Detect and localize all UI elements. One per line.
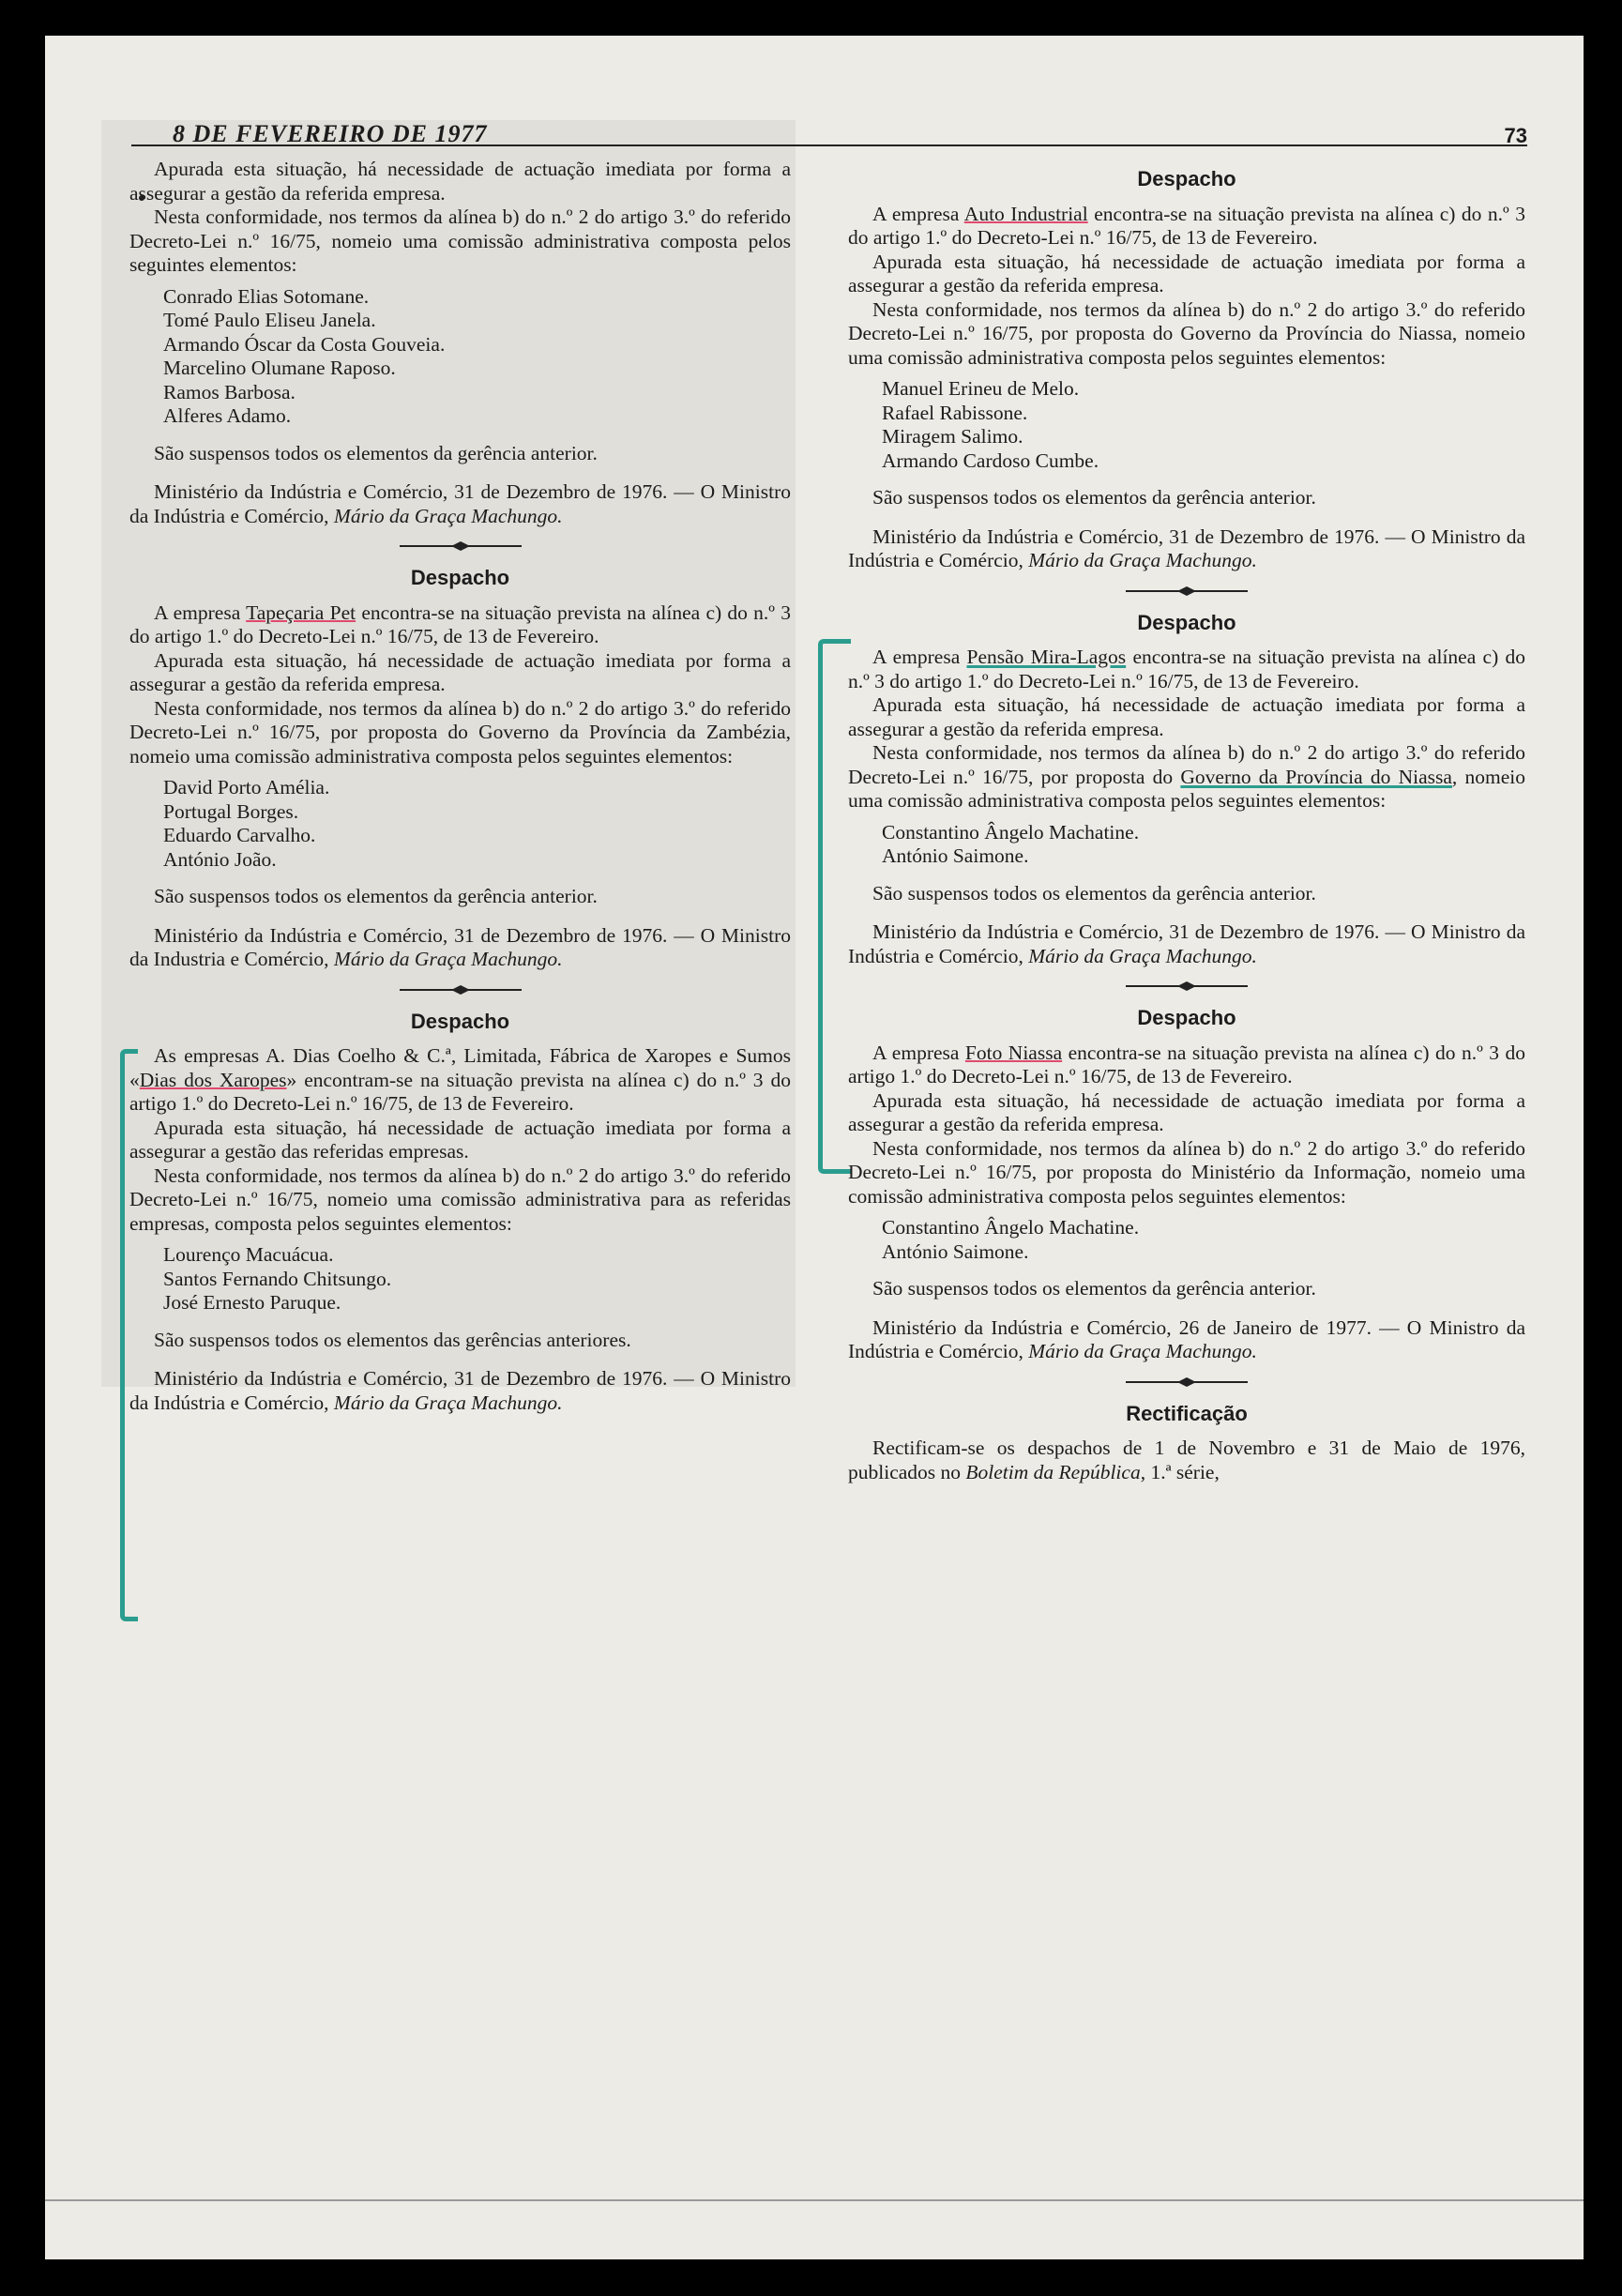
right-block-3 (848, 1006, 1525, 1364)
signature: Mário da Graça Machungo. (1028, 549, 1257, 571)
ministry-text: Ministério da Indústria e Comércio, 26 de Janeiro de 1977. — O Ministro da Indústria e Comércio, (848, 1315, 1525, 1362)
text: » encontram-se na situação prevista na alínea c) do n.º 3 do artigo 1.º do Decreto-Lei n.º 16/75, de 13 de Fevereiro. (129, 1068, 791, 1115)
divider-ornament (1126, 1377, 1248, 1387)
section-title: Despacho (1137, 610, 1236, 634)
member: António Saimone. (882, 844, 1029, 867)
member: Conrado Elias Sotomane. (163, 284, 370, 308)
member-list (163, 285, 791, 429)
divider-ornament (1126, 586, 1248, 596)
member: Santos Fernando Chitsungo. (163, 1267, 392, 1290)
text: , nomeio uma comissão administrativa composta pelos seguintes elementos: (848, 765, 1525, 812)
company-name: Auto Industrial (963, 202, 1088, 225)
paragraph (848, 741, 1525, 813)
text: Nesta conformidade, nos termos da alínea b) do n.º 2 do artigo 3.º do referido Decreto-Lei n.º 16/75, por proposta do (848, 741, 1525, 788)
paragraph (848, 1042, 1525, 1089)
divider-ornament (1126, 981, 1248, 991)
closing-line: São suspensos todos os elementos da gerência anterior. (872, 1277, 1316, 1300)
left-block-1 (129, 158, 791, 528)
member: Eduardo Carvalho. (163, 824, 316, 846)
member: Ramos Barbosa. (163, 380, 296, 403)
member: Portugal Borges. (163, 799, 299, 823)
member-list (882, 1216, 1525, 1264)
text: As empresas A. Dias Coelho & C.ª, Limitada, Fábrica de Xaropes e Sumos « (129, 1044, 791, 1091)
ministry-text: Ministério da Indústria e Comércio, 31 de Dezembro de 1976. — O Ministro da Indústria e Comércio, (129, 1367, 791, 1414)
paragraph: Nesta conformidade, nos termos da alínea b) do n.º 2 do artigo 3.º do referido Decreto-Lei n.º 16/75, por proposta do Governo da Província do Niassa, nomeio uma comissão administrativa composta pelos seguintes elementos: (848, 297, 1525, 369)
text: encontra-se na situação prevista na alínea c) do n.º 3 do artigo 1.º do Decreto-Lei n.º 16/75, de 13 de Fevereiro. (848, 646, 1525, 692)
paragraph (848, 646, 1525, 693)
section-title: Despacho (1137, 167, 1236, 190)
left-block-2 (129, 566, 791, 972)
paragraph (848, 203, 1525, 251)
section-divider (129, 985, 791, 995)
closing-line: São suspensos todos os elementos da gerência anterior. (872, 881, 1316, 905)
signature: Mário da Graça Machungo. (1028, 1340, 1257, 1362)
section-divider (129, 541, 791, 551)
paragraph: Apurada esta situação, há necessidade de actuação imediata por forma a assegurar a gestão das referidas empresas. (129, 1116, 791, 1163)
paragraph: Nesta conformidade, nos termos da alínea b) do n.º 2 do artigo 3.º do referido Decreto-Lei n.º 16/75, nomeio uma comissão administrativa composta pelos seguintes elementos: (129, 205, 791, 276)
left-block-3 (129, 1010, 791, 1416)
ministry-line (848, 1316, 1525, 1364)
annotation-bracket (818, 639, 851, 1174)
member: Manuel Erineu de Melo. (882, 377, 1080, 400)
member: Alferes Adamo. (163, 404, 292, 427)
paragraph (129, 601, 791, 649)
annotation-bracket (120, 1049, 138, 1621)
right-block-1 (848, 167, 1525, 573)
ministry-text: Ministério da Indústria e Comércio, 31 de Dezembro de 1976. — O Ministro da Indústria e Comércio, (848, 920, 1525, 967)
member: Lourenço Macuácua. (163, 1243, 334, 1266)
text: Rectificam-se os despachos de 1 de Novembro e 31 de Maio de 1976, publicados no (848, 1437, 1525, 1483)
closing-line: São suspensos todos os elementos da gerência anterior. (872, 486, 1316, 509)
signature: Mário da Graça Machungo. (333, 1391, 563, 1414)
closing-line: São suspensos todos os elementos da gerência anterior. (154, 441, 598, 464)
divider-ornament (400, 985, 522, 995)
section-title: Despacho (1137, 1006, 1236, 1029)
signature: Mário da Graça Machungo. (1028, 944, 1257, 967)
member-list (163, 776, 791, 872)
signature: Mário da Graça Machungo. (333, 504, 563, 527)
ministry-text: Ministério da Indústria e Comércio, 31 de Dezembro de 1976. — O Ministro da Indústria e Comércio, (129, 480, 791, 527)
left-column (129, 158, 791, 1415)
company-name: Dias dos Xaropes (139, 1068, 287, 1091)
header-date: 8 DE FEVEREIRO DE 1977 (173, 120, 488, 147)
company-name: Pensão Mira-Lagos (966, 646, 1127, 668)
section-title: Despacho (410, 1009, 510, 1033)
government-name: Governo da Província do Niassa (1180, 765, 1452, 788)
member: Tomé Paulo Eliseu Janela. (163, 309, 376, 331)
paragraph: Apurada esta situação, há necessidade de actuação imediata por forma a assegurar a gestão da referida empresa. (129, 158, 791, 205)
text: encontra-se na situação prevista na alínea c) do n.º 3 do artigo 1.º do Decreto-Lei n.º 16/75, de 13 de Fevereiro. (129, 601, 791, 647)
text: , 1.ª série, (1140, 1460, 1220, 1483)
ministry-text: Ministério da Indústria e Comércio, 31 de Dezembro de 1976. — O Ministro da Indústria e Comércio, (848, 525, 1525, 571)
ministry-line (848, 525, 1525, 573)
text: encontra-se na situação prevista na alínea c) do n.º 3 do artigo 1.º do Decreto-Lei n.º 16/75, de 13 de Fevereiro. (848, 1041, 1525, 1087)
paragraph (848, 1437, 1525, 1484)
closing-line: São suspensos todos os elementos da gerência anterior. (154, 885, 598, 907)
text: encontra-se na situação prevista na alínea c) do n.º 3 do artigo 1.º do Decreto-Lei n.º 16/75, de 13 de Fevereiro. (848, 202, 1525, 249)
text: A empresa (872, 202, 964, 225)
paragraph: Nesta conformidade, nos termos da alínea b) do n.º 2 do artigo 3.º do referido Decreto-Lei n.º 16/75, nomeio uma comissão administrativa para as referidas empresas, composta pelos seguintes elementos: (129, 1163, 791, 1235)
company-name: Tapeçaria Pet (246, 601, 356, 624)
paragraph: Apurada esta situação, há necessidade de actuação imediata por forma a assegurar a gestão da referida empresa. (848, 250, 1525, 297)
paragraph: Apurada esta situação, há necessidade de actuação imediata por forma a assegurar a gestão da referida empresa. (848, 693, 1525, 740)
section-title: Despacho (410, 566, 510, 589)
ministry-line (848, 920, 1525, 968)
ministry-line (129, 924, 791, 972)
member: Miragem Salimo. (882, 425, 1023, 448)
paragraph: Apurada esta situação, há necessidade de actuação imediata por forma a assegurar a gestão da referida empresa. (129, 648, 791, 695)
page-header (131, 98, 1527, 146)
divider-ornament (400, 541, 522, 551)
scan-edge-line (45, 2199, 1584, 2201)
ministry-line (129, 480, 791, 528)
right-block-2 (848, 611, 1525, 969)
document-page (45, 36, 1584, 2259)
paragraph: Apurada esta situação, há necessidade de actuação imediata por forma a assegurar a gestão da referida empresa. (848, 1088, 1525, 1135)
ministry-line (129, 1367, 791, 1415)
signature: Mário da Graça Machungo. (333, 948, 563, 970)
member-list (882, 821, 1525, 869)
member-list (163, 1243, 791, 1315)
right-column (848, 158, 1525, 1484)
member: Marcelino Olumane Raposo. (163, 357, 396, 379)
journal-name: Boletim da República (965, 1460, 1141, 1483)
closing-line: São suspensos todos os elementos das gerências anteriores. (154, 1328, 631, 1351)
section-divider (848, 1377, 1525, 1387)
paragraph: Nesta conformidade, nos termos da alínea b) do n.º 2 do artigo 3.º do referido Decreto-Lei n.º 16/75, por proposta do Governo da Província da Zambézia, nomeio uma comissão administrativa composta pelos seguintes elementos: (129, 696, 791, 768)
right-block-4 (848, 1402, 1525, 1485)
member: António João. (163, 847, 277, 871)
member: Constantino Ângelo Machatine. (882, 1216, 1140, 1239)
company-name: Foto Niassa (964, 1041, 1063, 1064)
member: José Ernesto Paruque. (163, 1291, 341, 1314)
section-divider (848, 586, 1525, 596)
member-list (882, 377, 1525, 473)
paragraph: Nesta conformidade, nos termos da alínea b) do n.º 2 do artigo 3.º do referido Decreto-Lei n.º 16/75, por proposta do Ministério da Informação, nomeio uma comissão administrativa composta pelos seguintes elementos: (848, 1136, 1525, 1208)
member: Armando Cardoso Cumbe. (882, 449, 1099, 472)
member: Constantino Ângelo Machatine. (882, 820, 1140, 844)
paragraph (129, 1044, 791, 1117)
text: A empresa (154, 601, 247, 624)
page-number: 73 (1504, 124, 1527, 147)
member: David Porto Amélia. (163, 776, 330, 798)
section-divider (848, 981, 1525, 991)
member: António Saimone. (882, 1239, 1029, 1263)
ministry-text: Ministério da Indústria e Comércio, 31 de Dezembro de 1976. — O Ministro da Industria e Comércio, (129, 923, 791, 970)
section-title: Rectificação (1126, 1401, 1248, 1425)
text: A empresa (872, 646, 967, 668)
text: A empresa (872, 1041, 965, 1064)
member: Rafael Rabissone. (882, 401, 1028, 424)
member: Armando Óscar da Costa Gouveia. (163, 332, 446, 356)
